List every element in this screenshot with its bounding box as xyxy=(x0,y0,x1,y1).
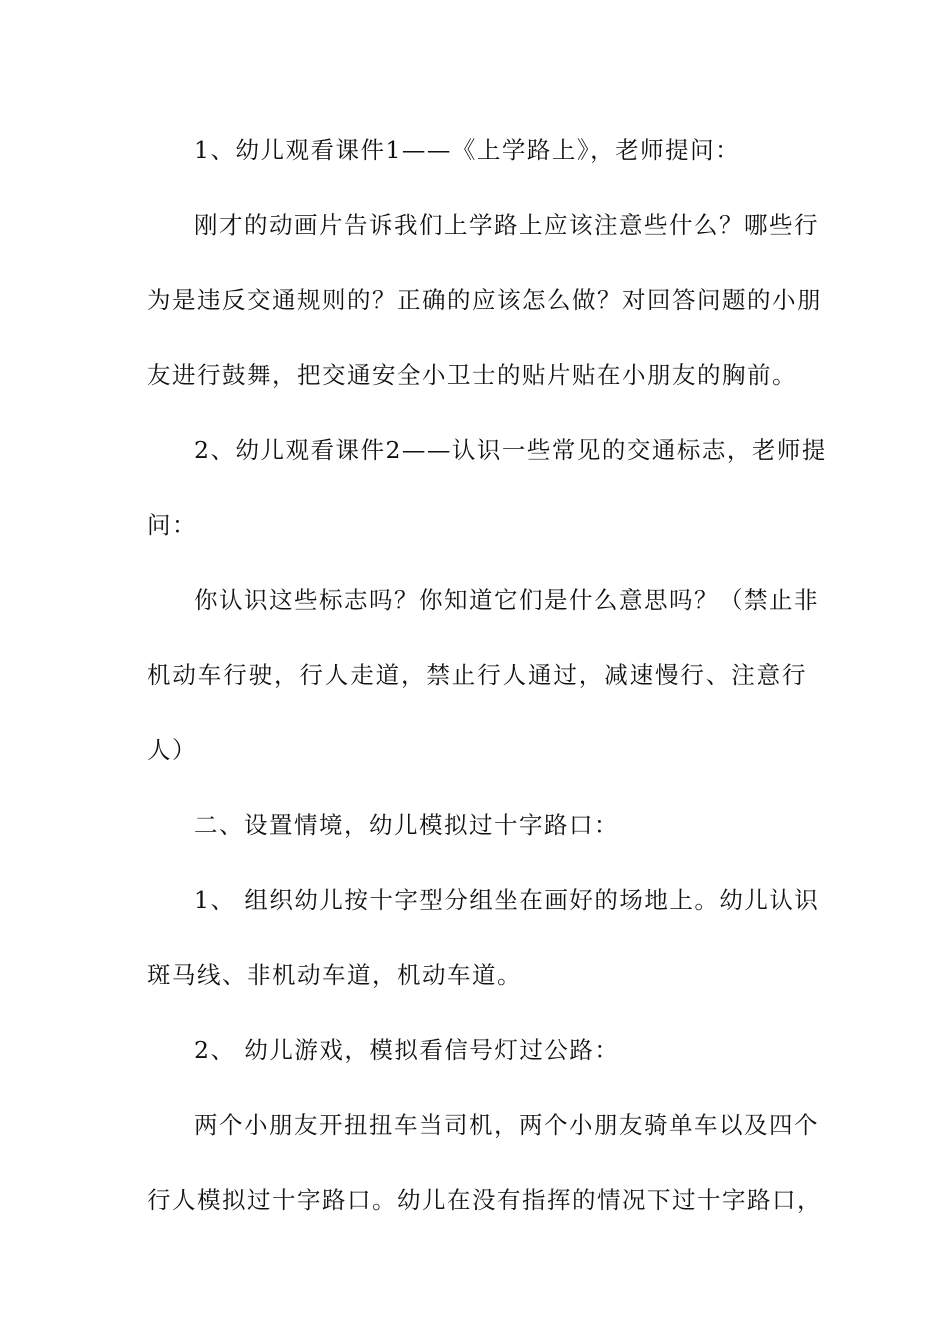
paragraph-line-6: 问： xyxy=(147,511,197,539)
paragraph-line-4: 友进行鼓舞，把交通安全小卫士的贴片贴在小朋友的胸前。 xyxy=(147,361,797,389)
paragraph-line-12: 斑马线、非机动车道，机动车道。 xyxy=(147,961,522,989)
paragraph-line-13: 2、 幼儿游戏，模拟看信号灯过公路： xyxy=(194,1036,620,1064)
paragraph-line-8: 机动车行驶，行人走道，禁止行人通过，减速慢行、注意行 xyxy=(147,661,807,689)
paragraph-line-2: 刚才的动画片告诉我们上学路上应该注意些什么？哪些行 xyxy=(194,211,819,239)
paragraph-line-1: 1、幼儿观看课件1——《上学路上》，老师提问： xyxy=(194,136,741,164)
paragraph-line-7: 你认识这些标志吗？你知道它们是什么意思吗？（禁止非 xyxy=(194,586,819,614)
paragraph-line-9: 人） xyxy=(147,736,197,764)
paragraph-line-14: 两个小朋友开扭扭车当司机，两个小朋友骑单车以及四个 xyxy=(194,1111,819,1139)
paragraph-line-5: 2、幼儿观看课件2——认识一些常见的交通标志，老师提 xyxy=(194,436,827,464)
section-heading: 二、设置情境，幼儿模拟过十字路口： xyxy=(194,811,619,839)
paragraph-line-3: 为是违反交通规则的？正确的应该怎么做？对回答问题的小朋 xyxy=(147,286,822,314)
paragraph-line-15: 行人模拟过十字路口。幼儿在没有指挥的情况下过十字路口， xyxy=(147,1186,822,1214)
paragraph-line-11: 1、 组织幼儿按十字型分组坐在画好的场地上。幼儿认识 xyxy=(194,886,820,914)
